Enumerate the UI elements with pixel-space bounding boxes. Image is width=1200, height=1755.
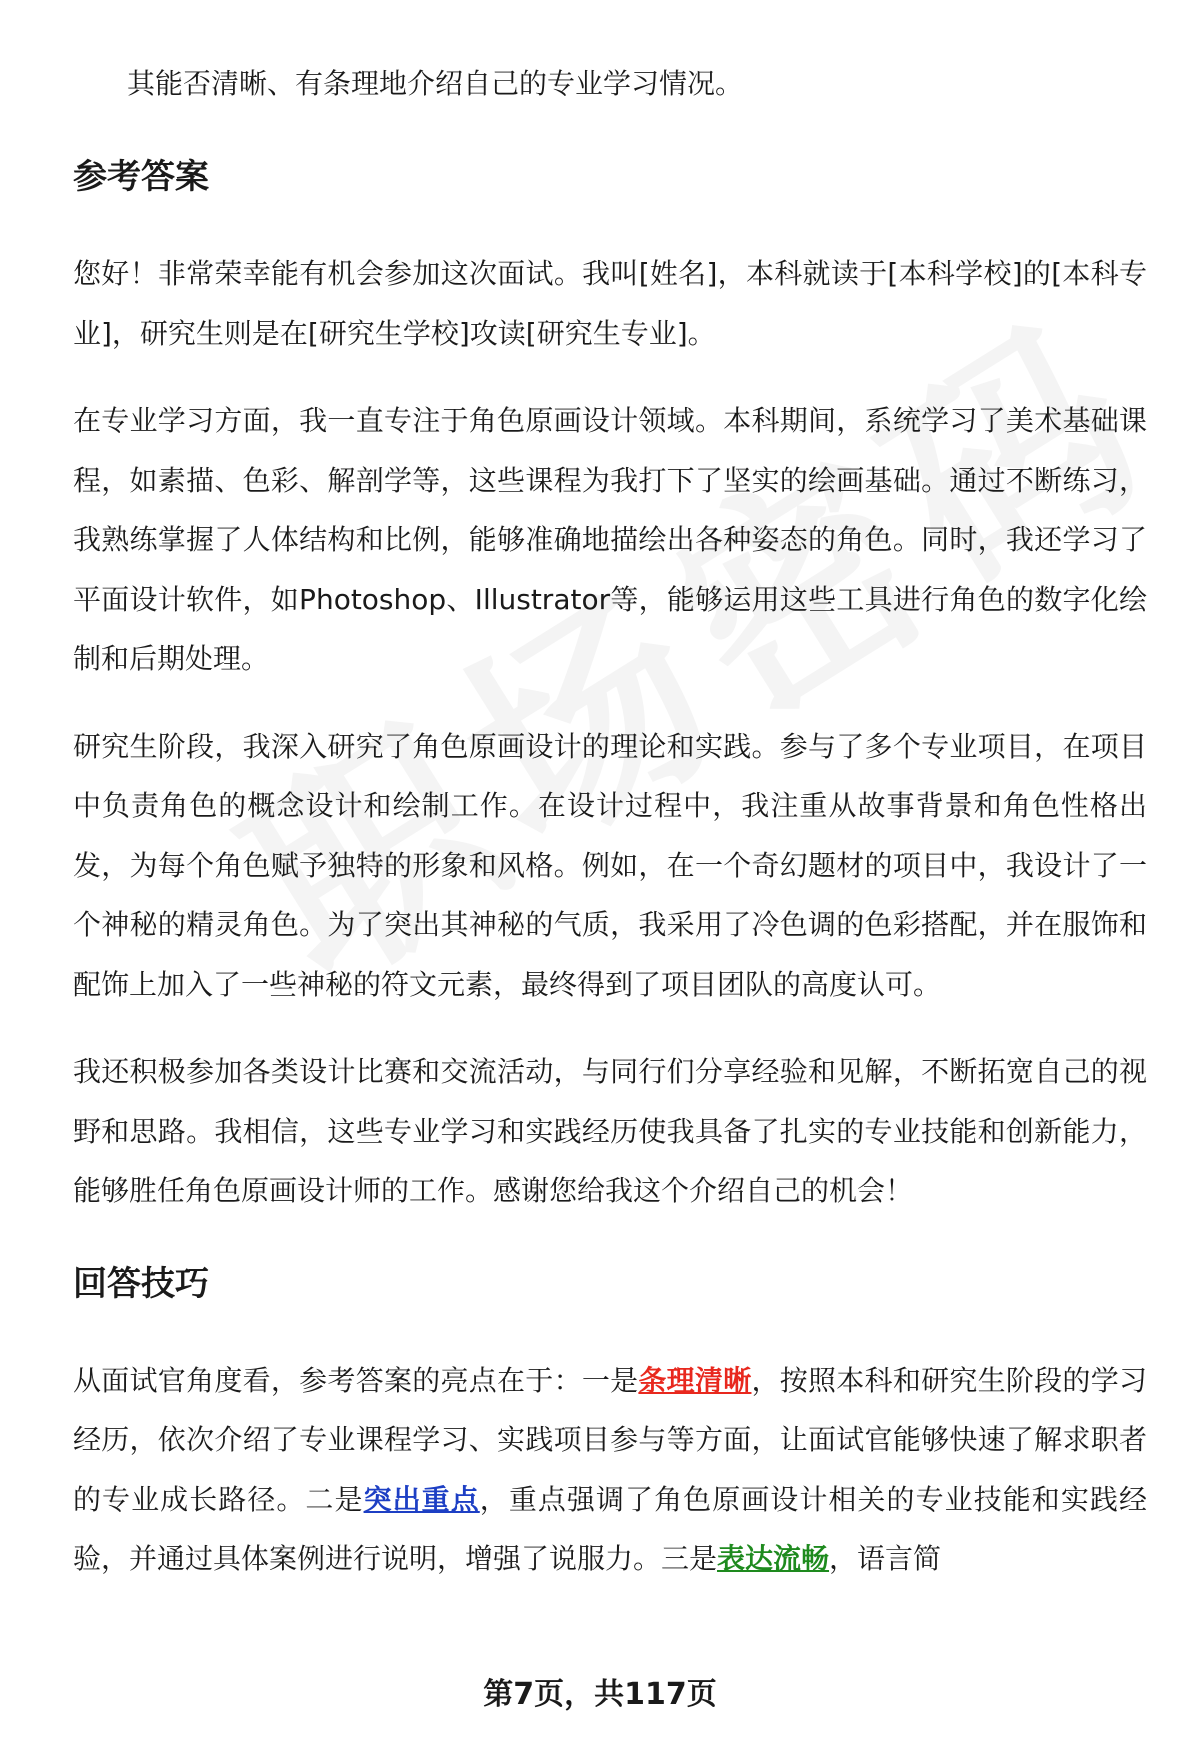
highlight-fluent-expression: 表达流畅	[717, 1542, 830, 1575]
highlight-clear-structure: 条理清晰	[638, 1363, 752, 1397]
answer-heading: 参考答案	[73, 157, 209, 197]
intro-line: 其能否清晰、有条理地介绍自己的专业学习情况。	[127, 67, 744, 100]
answer-paragraph-3: 研究生阶段，我深入研究了角色原画设计的理论和实践。参与了多个专业项目，在项目中负责角色的概念设计和绘制工作。在设计过程中，我注重从故事背景和角色性格出发，为每个角色赋予独特的形象和风格。例如，在一个奇幻题材的项目中，我设计了一个神秘的精灵角色。为了突出其神秘的气质，我采用了冷色调的色彩搭配，并在服饰和配饰上加入了一些神秘的符文元素，最终得到了项目团队的高度认可。	[73, 729, 1147, 1001]
page-content	[73, 54, 1147, 1617]
answer-paragraph-2: 在专业学习方面，我一直专注于角色原画设计领域。本科期间，系统学习了美术基础课程，如素描、色彩、解剖学等，这些课程为我打下了坚实的绘画基础。通过不断练习，我熟练掌握了人体结构和比例，能够准确地描绘出各种姿态的角色。同时，我还学习了平面设计软件，如Photoshop、Illustrator等，能够运用这些工具进行角色的数字化绘制和后期处理。	[73, 404, 1147, 675]
answer-paragraph-1: 您好！非常荣幸能有机会参加这次面试。我叫[姓名]，本科就读于[本科学校]的[本科专业]，研究生则是在[研究生学校]攻读[研究生专业]。	[73, 257, 1147, 350]
answer-paragraph-4: 我还积极参加各类设计比赛和交流活动，与同行们分享经验和见解，不断拓宽自己的视野和思路。我相信，这些专业学习和实践经历使我具备了扎实的专业技能和创新能力，能够胜任角色原画设计师的工作。感谢您给我这个介绍自己的机会！	[73, 1055, 1147, 1207]
tips-text-4: ，语言简	[829, 1542, 942, 1575]
tips-paragraph	[73, 1351, 1147, 1589]
page-footer: 第7页，共117页	[483, 1677, 717, 1712]
tips-text-2: ，按照本科和研究生阶段的学习经历，依次介绍了专业课程学习、实践项目参与等方面，让面试官能够快速了解求职者的专业成长路径。二是	[73, 1363, 1147, 1516]
tips-text-1: 从面试官角度看，参考答案的亮点在于：一是	[73, 1363, 639, 1397]
tips-heading: 回答技巧	[73, 1263, 209, 1304]
highlight-key-points: 突出重点	[363, 1482, 480, 1516]
tips-text-3: ，重点强调了角色原画设计相关的专业技能和实践经验，并通过具体案例进行说明，增强了说服力。三是	[73, 1482, 1147, 1575]
